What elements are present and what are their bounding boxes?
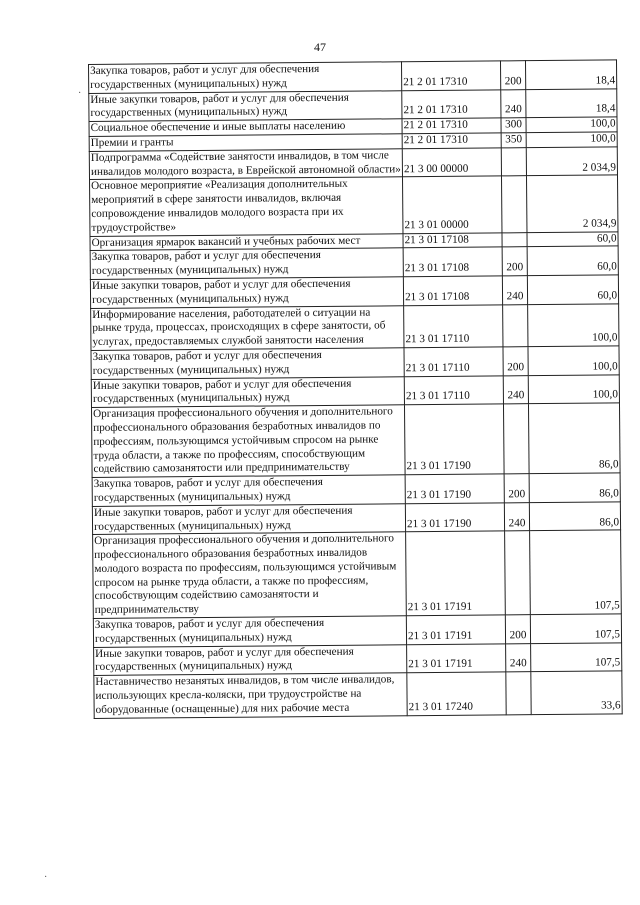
row-sum-cell: 100,0 xyxy=(528,303,619,346)
row-sum-cell: 18,4 xyxy=(526,88,617,117)
row-vr-cell xyxy=(505,531,531,615)
row-sum-cell: 86,0 xyxy=(529,473,620,502)
row-code-cell: 21 3 00 00000 xyxy=(402,148,501,177)
row-name-cell: Закупка товаров, работ и услуг для обеспечения государственных (муниципальных) нужд xyxy=(91,348,404,379)
table-row xyxy=(94,671,622,718)
row-name-cell: Информирование населения, работодателей о ситуации на рынке труда, процессах, происходящих в сфере занятости, об услугах, предоставляемых службой занятости населения xyxy=(91,305,404,350)
row-sum-cell: 100,0 xyxy=(526,132,617,148)
row-name-cell: Иные закупки товаров, работ и услуг для обеспечения государственных (муниципальных) нужд xyxy=(89,90,402,121)
table-row xyxy=(89,60,617,93)
row-sum-cell: 2 034,9 xyxy=(526,175,617,232)
budget-table xyxy=(88,59,623,718)
table-row xyxy=(93,614,621,647)
row-code-cell: 21 3 01 00000 xyxy=(402,176,501,233)
row-vr-cell xyxy=(501,147,526,176)
row-vr-cell xyxy=(503,404,529,474)
row-name-cell: Иные закупки товаров, работ и услуг для обеспечения государственных (муниципальных) нужд xyxy=(91,376,404,407)
row-sum-cell: 60,0 xyxy=(527,275,618,304)
row-code-cell: 21 3 01 17108 xyxy=(403,276,502,305)
row-name-cell: Иные закупки товаров, работ и услуг для обеспечения государственных (муниципальных) нужд xyxy=(90,277,403,308)
table-row xyxy=(91,303,619,350)
row-vr-cell: 240 xyxy=(501,89,526,118)
row-name-cell: Закупка товаров, работ и услуг для обеспечения государственных (муниципальных) нужд xyxy=(92,475,405,506)
row-code-cell: 21 3 01 17190 xyxy=(405,474,504,503)
row-sum-cell: 107,5 xyxy=(530,530,622,615)
row-code-cell: 21 3 01 17191 xyxy=(406,531,506,616)
table-row xyxy=(91,403,620,478)
row-name-cell: Иные закупки товаров, работ и услуг для обеспечения государственных (муниципальных) нужд xyxy=(94,644,407,675)
table-row xyxy=(92,502,620,535)
row-vr-cell: 200 xyxy=(502,247,527,276)
row-name-cell: Закупка товаров, работ и услуг для обеспечения государственных (муниципальных) нужд xyxy=(90,248,403,279)
row-code-cell: 21 2 01 17310 xyxy=(402,89,501,118)
row-code-cell: 21 3 01 17191 xyxy=(406,615,505,644)
table-row xyxy=(91,346,619,379)
row-sum-cell: 100,0 xyxy=(526,117,617,133)
row-code-cell: 21 3 01 17110 xyxy=(404,347,503,376)
row-name-cell: Иные закупки товаров, работ и услуг для обеспечения государственных (муниципальных) нужд xyxy=(92,503,405,534)
row-code-cell: 21 3 01 17108 xyxy=(403,232,502,248)
row-vr-cell: 240 xyxy=(503,375,528,404)
row-code-cell: 21 2 01 17310 xyxy=(402,118,501,134)
row-name-cell: Закупка товаров, работ и услуг для обеспечения государственных (муниципальных) нужд xyxy=(93,616,406,647)
row-sum-cell: 60,0 xyxy=(527,231,618,247)
row-sum-cell: 86,0 xyxy=(528,403,620,474)
row-sum-cell: 60,0 xyxy=(527,246,618,275)
row-code-cell: 21 3 01 17110 xyxy=(404,375,503,404)
row-name-cell: Организация профессионального обучения и дополнительного профессионального образования безработных инвалидов по профессиям, пользующимся устойчивым спросом на рынке труда области, а также по профессиям, способствующим содействию самозанятости или предпринимательству xyxy=(91,405,405,478)
row-sum-cell: 33,6 xyxy=(531,671,622,714)
row-sum-cell: 100,0 xyxy=(528,374,619,403)
table-row xyxy=(89,88,617,121)
row-sum-cell: 107,5 xyxy=(531,643,622,672)
scan-speck: · xyxy=(78,88,82,99)
page-number: 47 xyxy=(314,40,326,54)
row-name-cell: Наставничество незанятых инвалидов, в том числе инвалидов, использующих кресла-коляски, при трудоустройстве на оборудованные (оснащенные) для них рабочие места xyxy=(94,673,407,718)
row-name-cell: Организация профессионального обучения и дополнительного профессионального образования безработных инвалидов молодого возраста по профессиям, пользующимся устойчивым спросом на рынке труда области, а также по профессиям, способствующим содействию самозанятости и предпринимательству xyxy=(93,532,407,619)
row-name-cell: Основное мероприятие «Реализация дополнительных мероприятий в сфере занятости инвалидов, включая сопровождение инвалидов молодого возраста при их трудоустройстве» xyxy=(90,177,403,236)
row-code-cell: 21 2 01 17310 xyxy=(401,61,500,90)
row-vr-cell: 200 xyxy=(503,347,528,376)
scan-speck: · xyxy=(44,872,48,883)
row-vr-cell: 200 xyxy=(504,474,529,503)
table-row xyxy=(94,643,622,676)
row-code-cell: 21 3 01 17190 xyxy=(405,503,504,532)
row-vr-cell: 240 xyxy=(502,276,527,305)
row-code-cell: 21 3 01 17108 xyxy=(403,247,502,276)
row-vr-cell xyxy=(506,672,531,715)
row-name-cell: Премии и гранты xyxy=(89,134,402,152)
row-sum-cell: 107,5 xyxy=(530,614,621,643)
row-code-cell: 21 3 01 17190 xyxy=(404,404,504,475)
row-vr-cell: 200 xyxy=(500,61,525,90)
table-row xyxy=(92,473,620,506)
row-name-cell: Подпрограмма «Содействие занятости инвалидов, в том числе инвалидов молодого возраста, в Еврейской автономной области» xyxy=(89,149,402,180)
row-name-cell: Социальное обеспечение и иные выплаты населению xyxy=(89,119,402,137)
row-code-cell: 21 3 01 17191 xyxy=(407,644,506,673)
row-name-cell: Закупка товаров, работ и услуг для обеспечения государственных (муниципальных) нужд xyxy=(89,62,402,93)
row-sum-cell: 2 034,9 xyxy=(526,147,617,176)
row-vr-cell: 240 xyxy=(504,502,529,531)
row-sum-cell: 100,0 xyxy=(528,346,619,375)
row-code-cell: 21 2 01 17310 xyxy=(402,133,501,149)
row-sum-cell: 18,4 xyxy=(525,60,616,89)
row-code-cell: 21 3 01 17110 xyxy=(404,304,503,347)
row-name-cell: Организация ярмарок вакансий и учебных рабочих мест xyxy=(90,233,403,251)
row-vr-cell: 300 xyxy=(501,118,526,133)
row-code-cell: 21 3 01 17240 xyxy=(407,672,506,715)
row-vr-cell xyxy=(502,232,527,247)
table-row xyxy=(89,147,617,180)
table-row xyxy=(90,246,618,279)
table-row xyxy=(93,530,622,618)
row-vr-cell: 350 xyxy=(501,133,526,148)
row-vr-cell xyxy=(503,304,528,347)
row-vr-cell: 200 xyxy=(505,615,530,644)
row-vr-cell xyxy=(501,176,526,232)
table-row xyxy=(90,175,618,236)
table-row xyxy=(90,275,618,308)
table-row xyxy=(91,374,619,407)
row-sum-cell: 86,0 xyxy=(529,502,620,531)
row-vr-cell: 240 xyxy=(506,643,531,672)
